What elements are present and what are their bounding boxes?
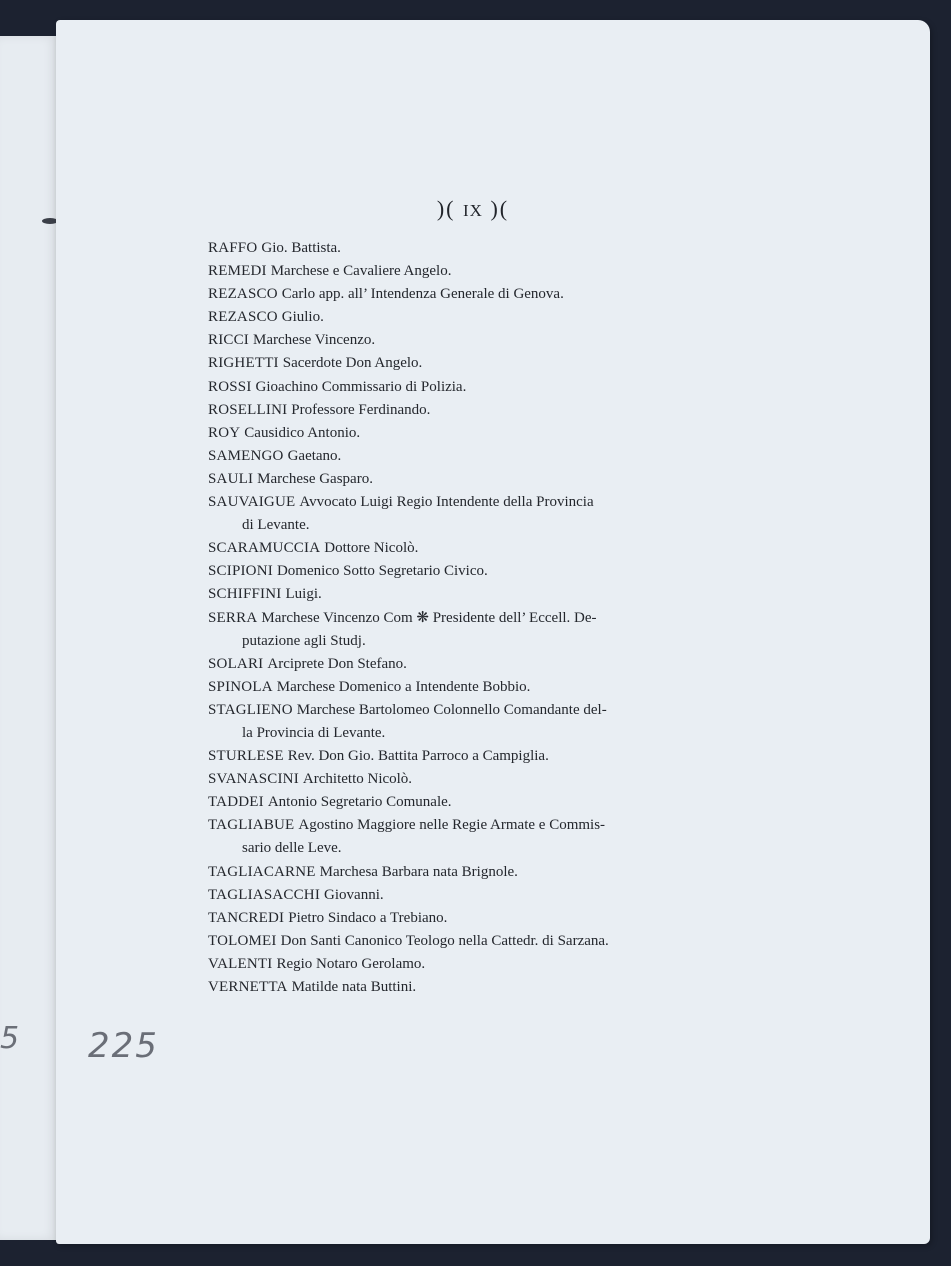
list-entry [208,953,698,976]
entry-surname: SAULI [208,470,254,487]
entry-surname: SPINOLA [208,678,273,695]
entry-surname: VALENTI [208,955,273,972]
entry-details: Causidico Antonio. [244,424,361,441]
list-entry [208,283,698,306]
list-entry-continuation: putazione agli Studj. [242,632,366,649]
entry-surname: RAFFO [208,240,258,256]
list-entry [208,791,698,814]
list-entry [208,976,698,999]
entry-details: Dottore Nicolò. [324,540,419,557]
entry-surname: SVANASCINI [208,771,299,788]
list-entry [208,583,698,606]
entry-details: Marchese e Cavaliere Angelo. [270,263,452,280]
entry-details: Sacerdote Don Angelo. [282,355,423,372]
entry-details: Marchese Gasparo. [257,470,373,487]
entry-details: Professore Ferdinando. [291,401,431,418]
entry-details: Matilde nata Buttini. [291,979,417,995]
entry-surname: TANCREDI [208,909,285,926]
document-page [56,20,930,1244]
entry-surname: TADDEI [208,794,264,811]
list-entry [208,445,698,468]
entry-details: Rev. Don Gio. Battita Parroco a Campiglia. [287,748,549,765]
entry-details: Regio Notaro Gerolamo. [276,955,426,972]
list-entry-continuation: di Levante. [242,517,310,534]
entry-details: Giovanni. [324,886,384,903]
page-number: IX [463,201,483,220]
list-entry [208,745,698,768]
entry-details: Marchese Vincenzo. [253,332,376,349]
list-entry [208,607,698,630]
entry-surname: ROY [208,424,241,441]
pencil-page-annotation: 225 [88,1026,159,1066]
list-entry [208,352,698,375]
list-entry [208,537,698,560]
entry-surname: STAGLIENO [208,701,293,718]
entry-surname: SCARAMUCCIA [208,540,321,557]
entry-details: Marchese Bartolomeo Colonnello Comandante del- [296,701,607,718]
entry-details: Arciprete Don Stefano. [267,655,407,672]
entry-details: Pietro Sindaco a Trebiano. [288,909,448,926]
entry-surname: REZASCO [208,309,278,326]
list-entry [208,260,698,283]
facing-page-pencil-mark: 5 [0,1021,20,1056]
list-entry [208,676,698,699]
list-entry [208,884,698,907]
entry-surname: SCHIFFINI [208,586,282,603]
entry-surname: SOLARI [208,655,264,672]
entry-details: Avvocato Luigi Regio Intendente della Provincia [299,494,594,511]
list-entry [208,930,698,953]
entry-surname: STURLESE [208,748,284,765]
entry-details: Antonio Segretario Comunale. [267,794,452,811]
entry-surname: VERNETTA [208,979,288,995]
list-entry [208,560,698,583]
entry-surname: ROSELLINI [208,401,288,418]
entry-surname: SCIPIONI [208,563,273,580]
entry-surname: SERRA [208,609,258,626]
entry-details: Gaetano. [287,447,342,464]
entry-details: Don Santi Canonico Teologo nella Cattedr. di Sarzana. [280,932,609,949]
entry-details: Architetto Nicolò. [302,771,413,788]
list-entry [208,422,698,445]
list-entry [208,306,698,329]
entry-surname: REMEDI [208,263,267,280]
entry-surname: SAMENGO [208,447,284,464]
header-ornament-right: )( [490,196,510,221]
entry-details: Gioachino Commissario di Polizia. [255,378,467,395]
list-entry [208,329,698,352]
list-entry [208,468,698,491]
page-header [56,196,930,222]
list-entry-continuation: la Provincia di Levante. [242,724,386,741]
facing-page [0,36,60,1240]
list-entry [208,399,698,422]
entry-details: Carlo app. all’ Intendenza Generale di Genova. [281,286,564,303]
entry-surname: TAGLIASACCHI [208,886,321,903]
list-entry [208,768,698,791]
entry-details: Marchese Vincenzo Com ❋ Presidente dell’ Eccell. De- [261,609,597,626]
list-entry [208,861,698,884]
entry-surname: TAGLIACARNE [208,863,316,880]
list-entry [208,376,698,399]
list-entry [208,491,698,514]
entry-details: Marchese Domenico a Intendente Bobbio. [276,678,531,695]
entry-details: Giulio. [281,309,324,326]
entry-surname: REZASCO [208,286,278,303]
entry-details: Domenico Sotto Segretario Civico. [276,563,488,580]
entry-surname: ROSSI [208,378,252,395]
entry-details: Marchesa Barbara nata Brignole. [319,863,518,880]
subscriber-list [208,237,698,999]
list-entry [208,907,698,930]
entry-surname: TOLOMEI [208,932,277,949]
entry-details: Luigi. [285,586,322,603]
entry-details: Gio. Battista. [261,240,341,256]
list-entry [208,699,698,722]
list-entry [208,653,698,676]
entry-details: Agostino Maggiore nelle Regie Armate e Commis- [298,817,606,834]
list-entry [208,237,698,260]
header-ornament-left: )( [436,196,456,221]
list-entry [208,814,698,837]
entry-surname: RICCI [208,332,250,349]
entry-surname: SAUVAIGUE [208,494,296,511]
entry-surname: TAGLIABUE [208,817,295,834]
entry-surname: RIGHETTI [208,355,279,372]
list-entry-continuation: sario delle Leve. [242,840,342,857]
